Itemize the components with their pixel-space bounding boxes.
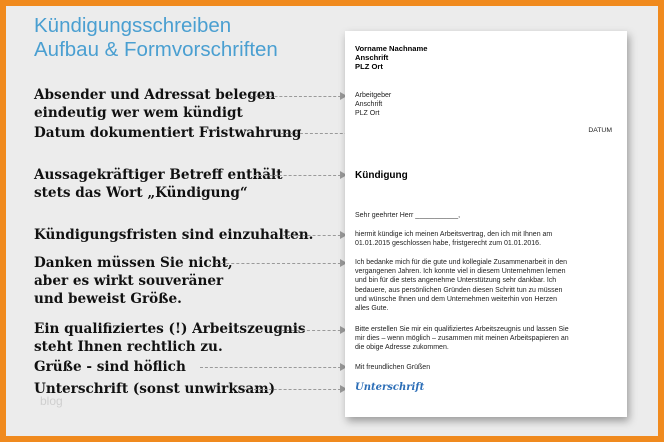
paragraph-dank-line: alles Gute. <box>355 305 389 313</box>
label-absender <box>34 86 275 122</box>
arrow-absender <box>250 96 346 97</box>
paragraph-dank-line: und wünsche Ihnen und dem Unternehmen weiterhin von Herzen <box>355 295 557 303</box>
label-fristen <box>34 226 313 244</box>
label-betreff-line-1: Aussagekräftiger Betreff enthält <box>34 167 283 183</box>
arrow-unterschrift <box>244 389 346 390</box>
title-line-2: Aufbau & Formvorschriften <box>34 38 278 61</box>
arrow-fristen <box>282 235 346 236</box>
letter-closing: Mit freundlichen Grüßen <box>355 364 431 371</box>
sender-address: Anschrift <box>355 53 389 63</box>
arrow-gruesse <box>200 367 346 368</box>
recipient-name: Arbeitgeber <box>355 92 392 99</box>
label-danken-line-2: aber es wirkt souveräner <box>34 273 224 289</box>
label-zeugnis <box>34 320 306 356</box>
recipient-address: Anschrift <box>355 101 383 109</box>
label-betreff-line-2: stets das Wort „Kündigung“ <box>34 185 248 201</box>
paragraph-dank <box>355 258 619 313</box>
paragraph-dank-line: vergangenen Jahren. Ich konnte viel in diesem Unternehmen lernen <box>355 268 566 276</box>
arrow-danken <box>216 263 346 264</box>
label-danken-line-1: Danken müssen Sie nicht, <box>34 255 233 271</box>
label-unterschrift <box>34 380 275 398</box>
paragraph-frist-line: 01.01.2015 geschlossen habe, fristgerecht zum 01.01.2016. <box>355 240 542 248</box>
label-datum <box>34 124 301 142</box>
paragraph-dank-line: bedauere, aus persönlichen Gründen diesen Schritt tun zu müssen <box>355 286 563 294</box>
label-datum-line-1: Datum dokumentiert Fristwahrung <box>34 125 302 141</box>
label-gruesse <box>34 358 186 376</box>
label-danken-line-3: und beweist Größe. <box>34 291 182 307</box>
paragraph-zeugnis <box>355 325 619 353</box>
label-fristen-line-1: Kündigungsfristen sind einzuhalten. <box>34 227 314 243</box>
paragraph-zeugnis-line: Bitte erstellen Sie mir ein qualifiziertes Arbeitszeugnis und lassen Sie <box>355 326 569 333</box>
page-title <box>34 14 278 62</box>
recipient-city: PLZ Ort <box>355 110 380 118</box>
label-unterschrift-line-1: Unterschrift (sonst unwirksam) <box>34 381 276 397</box>
label-zeugnis-line-2: steht Ihnen rechtlich zu. <box>34 339 223 355</box>
label-gruesse-line-1: Grüße - sind höflich <box>34 359 186 375</box>
label-zeugnis-line-1: Ein qualifiziertes (!) Arbeitszeugnis <box>34 321 306 337</box>
paragraph-dank-line: Ich bedanke mich für die gute und kollegiale Zusammenarbeit in den <box>355 259 568 266</box>
label-betreff <box>34 166 283 202</box>
letter-salutation: Sehr geehrter Herr ___________, <box>355 212 461 219</box>
sender-block <box>355 44 619 72</box>
recipient-block <box>355 91 619 119</box>
watermark: blog <box>40 394 63 408</box>
label-danken <box>34 254 233 308</box>
label-absender-line-1: Absender und Adressat belegen <box>34 87 276 103</box>
sender-city: PLZ Ort <box>355 62 383 72</box>
arrow-zeugnis <box>276 330 346 331</box>
label-absender-line-2: eindeutig wer wem kündigt <box>34 105 243 121</box>
title-line-1: Kündigungsschreiben <box>34 14 232 37</box>
paragraph-frist <box>355 230 619 248</box>
sender-name: Vorname Nachname <box>355 44 428 53</box>
letter-subject: Kündigung <box>355 170 408 181</box>
paragraph-zeugnis-line: mir dies – wenn möglich – zusammen mit meinen Arbeitspapieren an <box>355 335 569 343</box>
paragraph-frist-line: hiermit kündige ich meinen Arbeitsvertrag, den ich mit Ihnen am <box>355 231 553 238</box>
paragraph-dank-line: und bin für die stets angenehme Unterstützung sehr dankbar. Ich <box>355 277 557 285</box>
letter-date: DATUM <box>588 127 612 134</box>
paragraph-zeugnis-line: die obige Adresse zukommen. <box>355 344 449 352</box>
letter-signature: Unterschrift <box>355 382 425 393</box>
arrow-betreff <box>254 175 346 176</box>
letter-page <box>345 31 627 417</box>
